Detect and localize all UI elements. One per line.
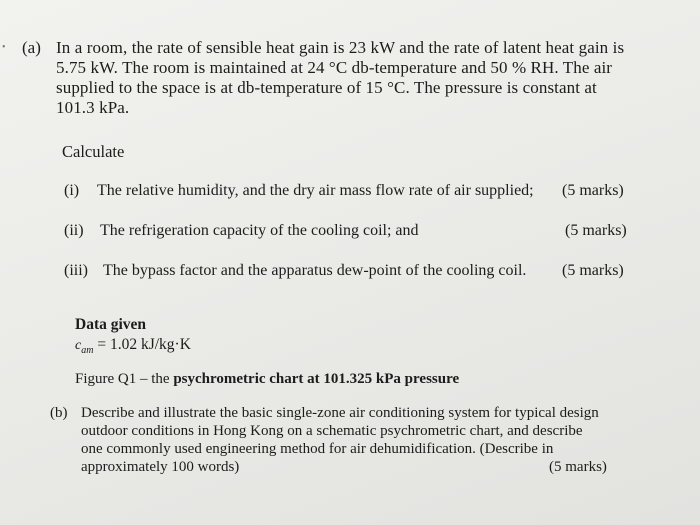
cam-subscript: am: [81, 345, 94, 357]
part-b-marks: (5 marks): [549, 459, 607, 475]
data-given-heading: Data given: [75, 316, 147, 333]
part-a-line-3: supplied to the space is at db-temperature of 15 °C. The pressure is constant at: [56, 78, 597, 97]
item-iii-number: (iii): [64, 262, 88, 279]
part-a-label: (a): [22, 38, 41, 57]
part-a-line-4: 101.3 kPa.: [56, 98, 130, 117]
calculate-heading: Calculate: [62, 142, 125, 161]
part-b-label: (b): [50, 405, 68, 421]
item-iii-text: The bypass factor and the apparatus dew-point of the cooling coil.: [103, 262, 527, 279]
item-ii-number: (ii): [64, 222, 84, 239]
figure-caption-prefix: Figure Q1 – the: [75, 371, 174, 387]
part-a-line-1: In a room, the rate of sensible heat gain is 23 kW and the rate of latent heat gain is: [56, 38, 625, 57]
specific-heat-formula: [75, 336, 191, 356]
cam-value: = 1.02 kJ/kg·K: [93, 336, 191, 353]
item-i-number: (i): [64, 182, 80, 199]
cam-symbol: c: [75, 338, 82, 353]
item-iii-marks: (5 marks): [562, 262, 624, 279]
part-b-line-2: outdoor conditions in Hong Kong on a schematic psychrometric chart, and describe: [81, 423, 583, 439]
item-ii-marks: (5 marks): [565, 222, 627, 239]
figure-caption-bold: psychrometric chart at 101.325 kPa pressure: [173, 371, 460, 387]
item-ii-text: The refrigeration capacity of the cooling coil; and: [100, 222, 419, 239]
part-b-line-3: one commonly used engineering method for air dehumidification. (Describe in: [81, 441, 554, 457]
margin-dot: •: [2, 42, 6, 53]
part-a-line-2: 5.75 kW. The room is maintained at 24 °C db-temperature and 50 % RH. The air: [56, 58, 613, 77]
part-b-line-1: Describe and illustrate the basic single-zone air conditioning system for typical design: [81, 405, 599, 421]
part-b-line-4: approximately 100 words): [81, 459, 240, 475]
item-i-marks: (5 marks): [562, 182, 624, 199]
item-i-text: The relative humidity, and the dry air mass flow rate of air supplied;: [97, 182, 534, 199]
figure-caption: [75, 371, 459, 388]
